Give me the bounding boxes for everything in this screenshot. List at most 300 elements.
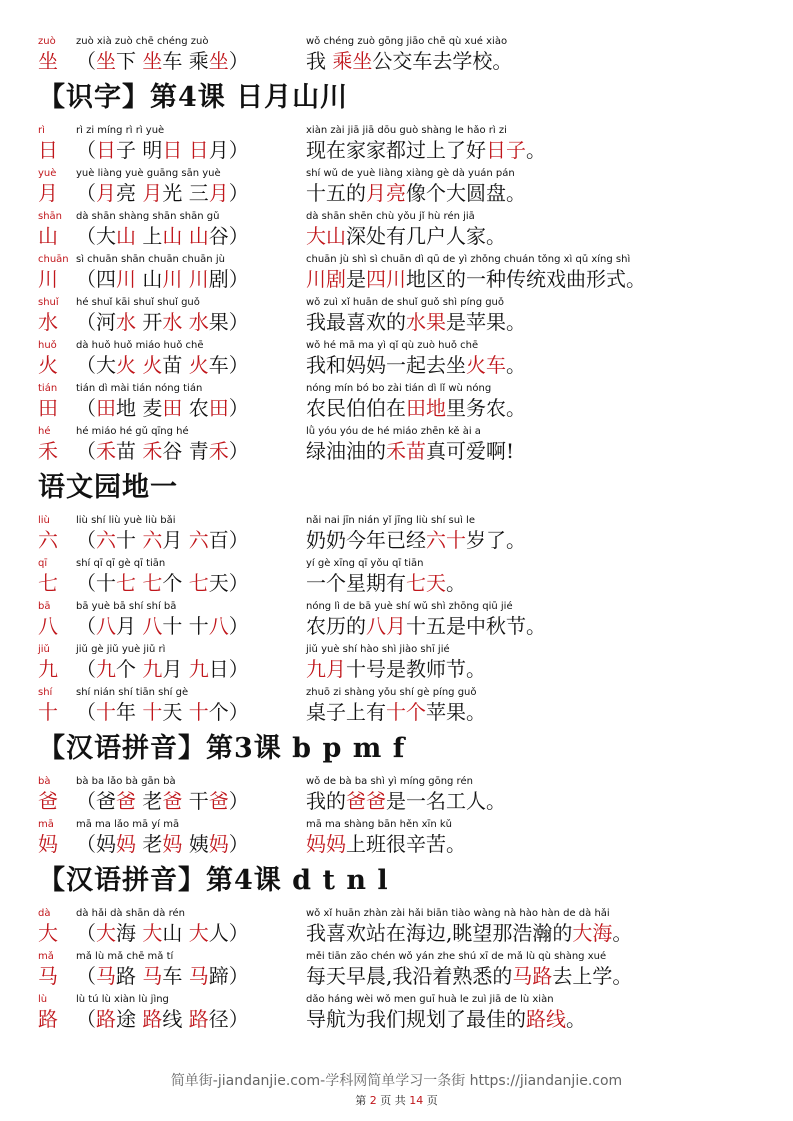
highlight-text: 火 <box>188 353 209 377</box>
highlight-text: 九 <box>142 657 163 681</box>
plain-text: （ <box>76 964 96 988</box>
sentence <box>306 570 466 596</box>
plain-text: 月 <box>116 614 143 638</box>
sentence-pinyin: nóng mín bó bo zài tián dì lǐ wù nóng <box>306 383 492 394</box>
highlight-text: 爸 <box>162 789 183 813</box>
plain-text: 径） <box>208 1007 249 1031</box>
words <box>76 48 249 74</box>
sentence-pinyin: dà shān shēn chù yǒu jǐ hù rén jiā <box>306 211 475 222</box>
highlight-text: 川 <box>116 267 136 291</box>
sentence <box>306 656 486 682</box>
plain-text: 苗 <box>162 353 189 377</box>
plain-text: 岁了。 <box>466 528 526 552</box>
footer-watermark: 简单街-jiandanjie.com-学科网简单学习一条街 https://jiandanjie.com <box>170 1073 623 1089</box>
plain-text: 上 <box>136 224 163 248</box>
words-cell <box>76 601 249 639</box>
plain-text: 十五是中秋节。 <box>406 614 546 638</box>
sentence-cell <box>306 211 506 249</box>
words-cell <box>76 994 249 1032</box>
sentence-pinyin: nóng lì de bā yuè shí wǔ shì zhōng qiū jié <box>306 601 513 612</box>
plain-text: 车 乘 <box>162 49 209 73</box>
highlight-text: 妈妈 <box>306 832 346 856</box>
sentence-pinyin: wǒ de bà ba shì yì míng gōng rén <box>306 776 473 787</box>
plain-text: 奶奶今年已经 <box>306 528 426 552</box>
vocab-row <box>38 994 778 1037</box>
plain-text: 日） <box>208 657 249 681</box>
sentence-cell <box>306 340 526 378</box>
words-pinyin: mǎ lù mǎ chē mǎ tí <box>76 951 174 962</box>
highlight-text: 坐 <box>142 49 163 73</box>
words-pinyin: bà ba lǎo bà gān bà <box>76 776 176 787</box>
sentence <box>306 137 546 163</box>
highlight-text: 川剧 <box>306 267 346 291</box>
plain-text: 去上学。 <box>552 964 633 988</box>
plain-text: 天） <box>208 571 249 595</box>
words-pinyin: dà hǎi dà shān dà rén <box>76 908 185 919</box>
char: 爸 <box>38 789 58 813</box>
plain-text: 亮 <box>116 181 143 205</box>
highlight-text: 十个 <box>386 700 426 724</box>
sentence-cell <box>306 776 506 814</box>
plain-text: 农历的 <box>306 614 366 638</box>
highlight-text: 十 <box>96 700 116 724</box>
highlight-text: 爸爸 <box>346 789 386 813</box>
plain-text: 谷） <box>208 224 249 248</box>
plain-text: 途 <box>116 1007 143 1031</box>
words <box>76 570 249 596</box>
vocab-row <box>38 168 778 211</box>
plain-text: 谷 青 <box>162 439 209 463</box>
plain-text: 绿油油的 <box>306 439 386 463</box>
char-pinyin: jiǔ <box>38 644 50 655</box>
highlight-text: 七 <box>142 571 163 595</box>
sentence-cell <box>306 601 546 639</box>
plain-text: 我喜欢站在海边,眺望那浩瀚的 <box>306 921 573 945</box>
plain-text: 人） <box>208 921 249 945</box>
plain-text: 山 <box>136 267 163 291</box>
plain-text: 现在家家都过上了好 <box>306 138 486 162</box>
char-pinyin: yuè <box>38 168 57 179</box>
page-mid: 页 共 <box>380 1094 406 1107</box>
words-cell <box>76 819 249 857</box>
plain-text: 。 <box>526 138 546 162</box>
highlight-text: 禾 <box>96 439 116 463</box>
plain-text: 个 <box>162 571 189 595</box>
words-cell <box>76 211 249 249</box>
highlight-text: 禾 <box>142 439 163 463</box>
char-pinyin: mā <box>38 819 54 830</box>
highlight-text: 月 <box>96 181 116 205</box>
highlight-text: 四川 <box>366 267 406 291</box>
plain-text: 苗 <box>116 439 143 463</box>
char-cell <box>38 211 62 249</box>
plain-text: 。 <box>446 571 466 595</box>
highlight-text: 水果 <box>406 310 446 334</box>
words-pinyin: hé miáo hé gǔ qīng hé <box>76 426 189 437</box>
plain-text: 车） <box>208 353 249 377</box>
words-pinyin: tián dì mài tián nóng tián <box>76 383 203 394</box>
plain-text: ） <box>228 181 249 205</box>
plain-text: 月） <box>208 138 249 162</box>
highlight-text: 路 <box>188 1007 209 1031</box>
sentence-pinyin: mā ma shàng bān hěn xīn kǔ <box>306 819 452 830</box>
char: 九 <box>38 657 58 681</box>
sentence-pinyin: nǎi nai jīn nián yǐ jīng liù shí suì le <box>306 515 475 526</box>
words-cell <box>76 558 249 596</box>
plain-text: 月 <box>162 657 189 681</box>
char-pinyin: bà <box>38 776 51 787</box>
plain-text: 果） <box>208 310 249 334</box>
words <box>76 309 249 335</box>
words-cell <box>76 776 249 814</box>
words <box>76 223 249 249</box>
highlight-text: 妈 <box>162 832 183 856</box>
words-pinyin: zuò xià zuò chē chéng zuò <box>76 36 209 47</box>
sentence <box>306 699 486 725</box>
plain-text: 我最喜欢的 <box>306 310 406 334</box>
char-cell <box>38 340 58 378</box>
highlight-text: 八 <box>208 614 229 638</box>
highlight-text: 山 <box>162 224 183 248</box>
highlight-text: 九 <box>188 657 209 681</box>
sentence <box>306 48 512 74</box>
highlight-text: 六 <box>142 528 163 552</box>
sentence <box>306 223 506 249</box>
highlight-text: 马路 <box>512 964 553 988</box>
char-pinyin: rì <box>38 125 45 136</box>
words-pinyin: dà shān shàng shān shān gǔ <box>76 211 220 222</box>
char-cell <box>38 254 69 292</box>
char: 禾 <box>38 439 58 463</box>
plain-text: 真可爱啊! <box>426 439 515 463</box>
plain-text: 。 <box>566 1007 586 1031</box>
words-pinyin: bā yuè bā shí shí bā <box>76 601 177 612</box>
char-cell <box>38 558 58 596</box>
highlight-text: 七 <box>116 571 136 595</box>
words-cell <box>76 951 249 989</box>
plain-text: ） <box>228 439 249 463</box>
plain-text: 下 <box>116 49 143 73</box>
words <box>76 831 249 857</box>
vocab-row <box>38 211 778 254</box>
page-number <box>0 1092 793 1108</box>
plain-text: （ <box>76 921 96 945</box>
sentence-cell <box>306 297 526 335</box>
highlight-text: 八月 <box>366 614 406 638</box>
highlight-text: 六 <box>96 528 116 552</box>
char-cell <box>38 297 59 335</box>
page-prefix: 第 <box>355 1094 367 1107</box>
sentence-cell <box>306 994 586 1032</box>
plain-text: （ <box>76 700 96 724</box>
section-heading: 语文园地一 <box>38 472 178 503</box>
char: 月 <box>38 181 58 205</box>
char-pinyin: liù <box>38 515 50 526</box>
plain-text: ） <box>228 832 249 856</box>
plain-text: （ <box>76 657 96 681</box>
plain-text: （十 <box>76 571 116 595</box>
sentence <box>306 1006 586 1032</box>
sentence-cell <box>306 254 646 292</box>
words-pinyin: shí qī qī gè qī tiān <box>76 558 166 569</box>
char: 十 <box>38 700 58 724</box>
char: 马 <box>38 964 58 988</box>
char-cell <box>38 908 58 946</box>
vocab-row <box>38 687 778 730</box>
highlight-text: 八 <box>142 614 163 638</box>
char-pinyin: huǒ <box>38 340 57 351</box>
sentence-pinyin: lǜ yóu yóu de hé miáo zhēn kě ài a <box>306 426 481 437</box>
highlight-text: 大山 <box>306 224 346 248</box>
plain-text: （大 <box>76 224 116 248</box>
plain-text: （ <box>76 528 96 552</box>
plain-text: 我的 <box>306 789 346 813</box>
plain-text: 个） <box>208 700 249 724</box>
plain-text: 我 <box>306 49 333 73</box>
char: 山 <box>38 224 58 248</box>
highlight-text: 路线 <box>526 1007 566 1031</box>
char-cell <box>38 776 58 814</box>
plain-text: 年 <box>116 700 143 724</box>
highlight-text: 妈 <box>116 832 136 856</box>
highlight-text: 田地 <box>406 396 446 420</box>
words-cell <box>76 644 249 682</box>
vocab-row <box>38 908 778 951</box>
words <box>76 963 249 989</box>
sentence <box>306 438 514 464</box>
char-cell <box>38 168 58 206</box>
char: 八 <box>38 614 58 638</box>
plain-text: 个 <box>116 657 143 681</box>
highlight-text: 禾苗 <box>386 439 426 463</box>
sentence-pinyin: měi tiān zǎo chén wǒ yán zhe shú xī de mǎ lù qù shàng xué <box>306 951 607 962</box>
highlight-text: 坐 <box>208 49 229 73</box>
words-pinyin: jiǔ gè jiǔ yuè jiǔ rì <box>76 644 166 655</box>
highlight-text: 日子 <box>486 138 526 162</box>
section-heading: 【汉语拼音】第4课 d t n l <box>38 865 389 896</box>
highlight-text: 水 <box>188 310 209 334</box>
words-cell <box>76 515 249 553</box>
highlight-text: 山 <box>116 224 136 248</box>
vocab-row <box>38 36 778 79</box>
highlight-text: 十 <box>188 700 209 724</box>
highlight-text: 火 <box>142 353 163 377</box>
char: 坐 <box>38 49 58 73</box>
plain-text: （大 <box>76 353 116 377</box>
sentence <box>306 963 632 989</box>
plain-text: 是苹果。 <box>446 310 526 334</box>
page-total: 14 <box>409 1094 424 1107</box>
vocab-row <box>38 125 778 168</box>
highlight-text: 马 <box>188 964 209 988</box>
plain-text: 每天早晨,我沿着熟悉的 <box>306 964 513 988</box>
char-cell <box>38 687 58 725</box>
char-pinyin: chuān <box>38 254 69 265</box>
highlight-text: 田 <box>208 396 229 420</box>
plain-text: 是 <box>346 267 366 291</box>
plain-text: 导航为我们规划了最佳的 <box>306 1007 526 1031</box>
highlight-text: 八 <box>96 614 116 638</box>
vocab-row <box>38 819 778 862</box>
sentence <box>306 352 526 378</box>
highlight-text: 六十 <box>426 528 466 552</box>
plain-text: 开 <box>136 310 163 334</box>
words-cell <box>76 297 249 335</box>
vocab-row <box>38 340 778 383</box>
words <box>76 699 249 725</box>
plain-text: 农 <box>182 396 209 420</box>
plain-text: 公交车去学校。 <box>372 49 513 73</box>
plain-text: ） <box>228 396 249 420</box>
page-suffix: 页 <box>426 1094 438 1107</box>
highlight-text: 田 <box>96 396 116 420</box>
plain-text: 百） <box>208 528 249 552</box>
sentence-pinyin: chuān jù shì sì chuān dì qū de yì zhǒng chuán tǒng xì qǔ xíng shì <box>306 254 631 265</box>
section-heading: 【识字】第4课 日月山川 <box>38 82 349 113</box>
plain-text: 地 麦 <box>116 396 163 420</box>
vocab-row <box>38 426 778 469</box>
plain-text: 桌子上有 <box>306 700 386 724</box>
char-cell <box>38 36 58 74</box>
words-pinyin: dà huǒ huǒ miáo huǒ chē <box>76 340 204 351</box>
highlight-text: 路 <box>96 1007 116 1031</box>
vocab-row <box>38 644 778 687</box>
highlight-text: 川 <box>162 267 183 291</box>
plain-text: 老 <box>136 789 163 813</box>
plain-text: 十 <box>116 528 143 552</box>
vocab-row <box>38 383 778 426</box>
char-pinyin: dà <box>38 908 51 919</box>
plain-text: 蹄） <box>208 964 249 988</box>
char-pinyin: tián <box>38 383 58 394</box>
plain-text: 月 <box>162 528 189 552</box>
sentence-cell <box>306 168 526 206</box>
sentence-pinyin: zhuō zi shàng yǒu shí gè píng guǒ <box>306 687 477 698</box>
char-pinyin: shuǐ <box>38 297 59 308</box>
words-pinyin: lù tú lù xiàn lù jìng <box>76 994 169 1005</box>
highlight-text: 爸 <box>116 789 136 813</box>
plain-text: （ <box>76 138 96 162</box>
plain-text: 干 <box>182 789 209 813</box>
plain-text: 光 三 <box>162 181 209 205</box>
sentence-pinyin: wǒ hé mā ma yì qǐ qù zuò huǒ chē <box>306 340 479 351</box>
plain-text: 上班很辛苦。 <box>346 832 466 856</box>
sentence-cell <box>306 644 486 682</box>
plain-text: （ <box>76 396 96 420</box>
highlight-text: 水 <box>116 310 136 334</box>
words <box>76 180 249 206</box>
sentence-cell <box>306 383 526 421</box>
plain-text: 路 <box>116 964 143 988</box>
highlight-text: 火 <box>116 353 136 377</box>
plain-text: 线 <box>162 1007 189 1031</box>
words-pinyin: hé shuǐ kāi shuǐ shuǐ guǒ <box>76 297 200 308</box>
highlight-text: 日 <box>162 138 183 162</box>
highlight-text: 十 <box>142 700 163 724</box>
words <box>76 266 249 292</box>
highlight-text: 水 <box>162 310 183 334</box>
char: 火 <box>38 353 58 377</box>
plain-text: 苹果。 <box>426 700 486 724</box>
plain-text: 车 <box>162 964 189 988</box>
sentence-pinyin: wǒ chéng zuò gōng jiāo chē qù xué xiào <box>306 36 508 47</box>
highlight-text: 川 <box>188 267 209 291</box>
highlight-text: 月 <box>208 181 229 205</box>
char-cell <box>38 601 58 639</box>
highlight-text: 大 <box>96 921 116 945</box>
plain-text: 山 <box>162 921 189 945</box>
words-pinyin: rì zi míng rì rì yuè <box>76 125 165 136</box>
words-pinyin: liù shí liù yuè liù bǎi <box>76 515 176 526</box>
words-cell <box>76 687 249 725</box>
plain-text: 农民伯伯在 <box>306 396 406 420</box>
sentence <box>306 527 526 553</box>
highlight-text: 路 <box>142 1007 163 1031</box>
vocab-row <box>38 601 778 644</box>
sentence-pinyin: wǒ xǐ huān zhàn zài hǎi biān tiào wàng nà hào hàn de dà hǎi <box>306 908 610 919</box>
words <box>76 137 249 163</box>
sentence <box>306 613 546 639</box>
highlight-text: 七 <box>188 571 209 595</box>
plain-text: 像个大圆盘。 <box>406 181 526 205</box>
highlight-text: 大 <box>188 921 209 945</box>
char: 大 <box>38 921 58 945</box>
char: 田 <box>38 396 58 420</box>
worksheet <box>38 36 778 1037</box>
highlight-text: 月亮 <box>366 181 406 205</box>
plain-text: 海 <box>116 921 143 945</box>
plain-text: 姨 <box>182 832 209 856</box>
highlight-text: 大 <box>142 921 163 945</box>
plain-text: ） <box>228 614 249 638</box>
highlight-text: 九月 <box>306 657 346 681</box>
plain-text: 十五的 <box>306 181 366 205</box>
words-cell <box>76 254 249 292</box>
sentence-cell <box>306 515 526 553</box>
highlight-text: 马 <box>96 964 116 988</box>
sentence-cell <box>306 819 466 857</box>
highlight-text: 日 <box>188 138 209 162</box>
highlight-text: 禾 <box>208 439 229 463</box>
sentence-cell <box>306 125 546 163</box>
words <box>76 788 249 814</box>
sentence-pinyin: dǎo háng wèi wǒ men guī huà le zuì jiā de lù xiàn <box>306 994 554 1005</box>
words <box>76 527 249 553</box>
highlight-text: 马 <box>142 964 163 988</box>
sentence <box>306 788 506 814</box>
sentence-pinyin: yí gè xīng qī yǒu qī tiān <box>306 558 424 569</box>
char: 川 <box>38 267 58 291</box>
highlight-text: 田 <box>162 396 183 420</box>
sentence-cell <box>306 426 514 464</box>
sentence-cell <box>306 36 512 74</box>
highlight-text: 火车 <box>466 353 506 377</box>
plain-text: 剧） <box>208 267 249 291</box>
page-current: 2 <box>369 1094 377 1107</box>
char: 路 <box>38 1007 58 1031</box>
plain-text: （ <box>76 1007 96 1031</box>
highlight-text: 九 <box>96 657 116 681</box>
char: 妈 <box>38 832 58 856</box>
plain-text: 地区的一种传统戏曲形式。 <box>406 267 646 291</box>
sentence <box>306 920 632 946</box>
words-cell <box>76 168 249 206</box>
char: 日 <box>38 138 58 162</box>
plain-text: （河 <box>76 310 116 334</box>
words-cell <box>76 383 249 421</box>
vocab-row <box>38 776 778 819</box>
words-cell <box>76 125 249 163</box>
